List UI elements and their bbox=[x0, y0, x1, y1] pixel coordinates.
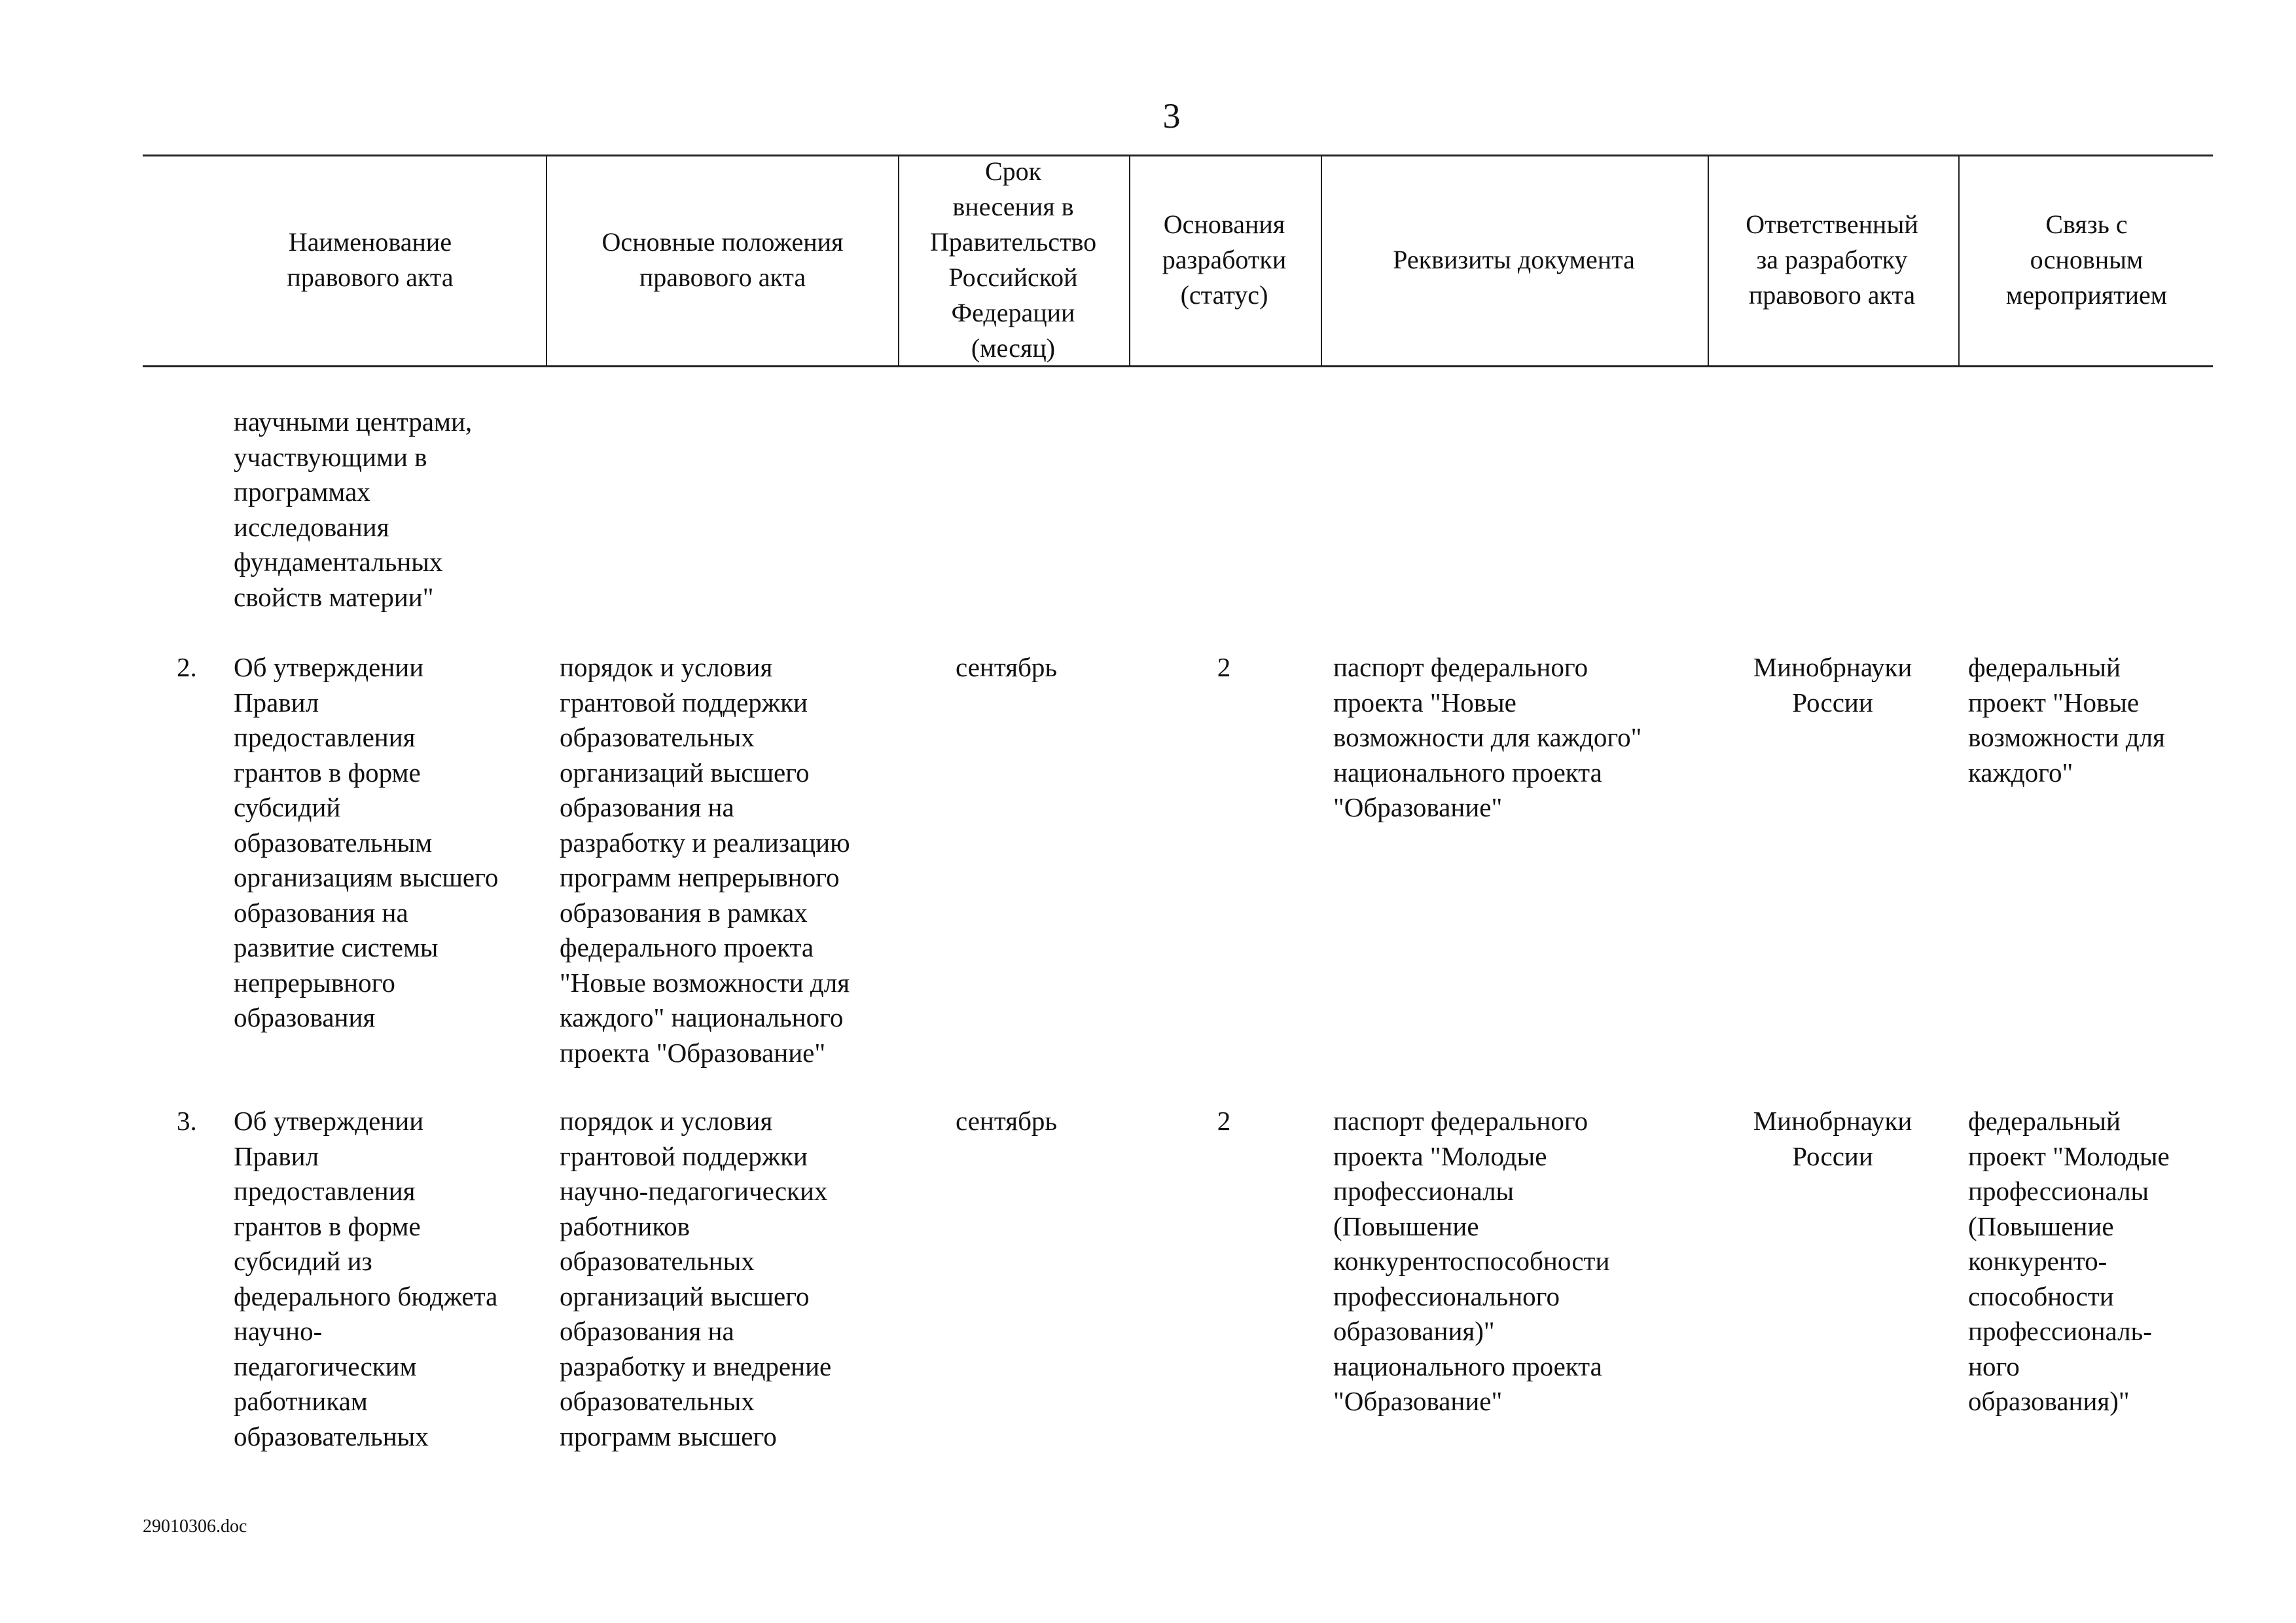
column-header-responsible: Ответственный за разработку правового акта bbox=[1746, 210, 1918, 310]
column-header-name: Наименование правового акта bbox=[287, 227, 454, 292]
column-divider bbox=[546, 155, 547, 367]
document-file-code: 29010306.doc bbox=[143, 1516, 247, 1537]
column-divider bbox=[1708, 155, 1709, 367]
row-3-basis: 2 bbox=[1217, 1106, 1231, 1136]
page-number: 3 bbox=[1162, 96, 1181, 136]
continuation-act-name: научными центрами, участвующими в программах исследования фундаментальных свойств материи" bbox=[234, 407, 473, 612]
row-3-provisions: порядок и условия грантовой поддержки научно-педагогических работников образовательных организаций высшего образования на разработку и внедрение образовательных программ высшего bbox=[560, 1106, 832, 1451]
row-2-requisites: паспорт федерального проекта "Новые возможности для каждого" национального проекта "Образование" bbox=[1333, 652, 1642, 822]
row-2-responsible: Минобрнауки России bbox=[1753, 652, 1912, 718]
row-2-act-name: Об утверждении Правил предоставления грантов в форме субсидий образовательным организациям высшего образования на развитие системы непрерывного образования bbox=[234, 652, 499, 1032]
column-divider bbox=[1321, 155, 1322, 367]
row-2-basis: 2 bbox=[1217, 652, 1231, 682]
column-header-provisions: Основные положения правового акта bbox=[601, 227, 844, 292]
row-3-act-name: Об утверждении Правил предоставления грантов в форме субсидий из федерального бюджета научно- педагогическим работникам образовательных bbox=[234, 1106, 498, 1451]
column-header-connection: Связь с основным мероприятием bbox=[2005, 210, 2168, 310]
column-header-basis: Основания разработки (статус) bbox=[1162, 210, 1287, 310]
column-divider bbox=[1958, 155, 1960, 367]
row-2-number: 2. bbox=[177, 652, 197, 682]
column-divider bbox=[1129, 155, 1130, 367]
row-3-responsible: Минобрнауки России bbox=[1753, 1106, 1912, 1171]
row-3-deadline: сентябрь bbox=[956, 1106, 1058, 1136]
row-2-connection: федеральный проект "Новые возможности для каждого" bbox=[1968, 652, 2165, 788]
row-3-connection: федеральный проект "Молодые профессионалы (Повышение конкуренто- способности профессиональ- ного образования)" bbox=[1968, 1106, 2170, 1416]
column-divider bbox=[898, 155, 899, 367]
table-header-bottom-rule bbox=[143, 365, 2213, 367]
column-header-requisites: Реквизиты документа bbox=[1393, 245, 1635, 274]
row-2-deadline: сентябрь bbox=[956, 652, 1058, 682]
column-header-deadline: Срок внесения в Правительство Российской Федерации (месяц) bbox=[929, 156, 1097, 363]
row-2-provisions: порядок и условия грантовой поддержки образовательных организаций высшего образования на разработку и реализацию программ непрерывного образования в рамках федерального проекта "Новые возможности для каждого" национального проекта "Образование" bbox=[560, 652, 850, 1068]
row-3-requisites: паспорт федерального проекта "Молодые профессионалы (Повышение конкурентоспособности профессионального образования)" национального проекта "Образование" bbox=[1333, 1106, 1610, 1416]
row-3-number: 3. bbox=[177, 1106, 197, 1136]
